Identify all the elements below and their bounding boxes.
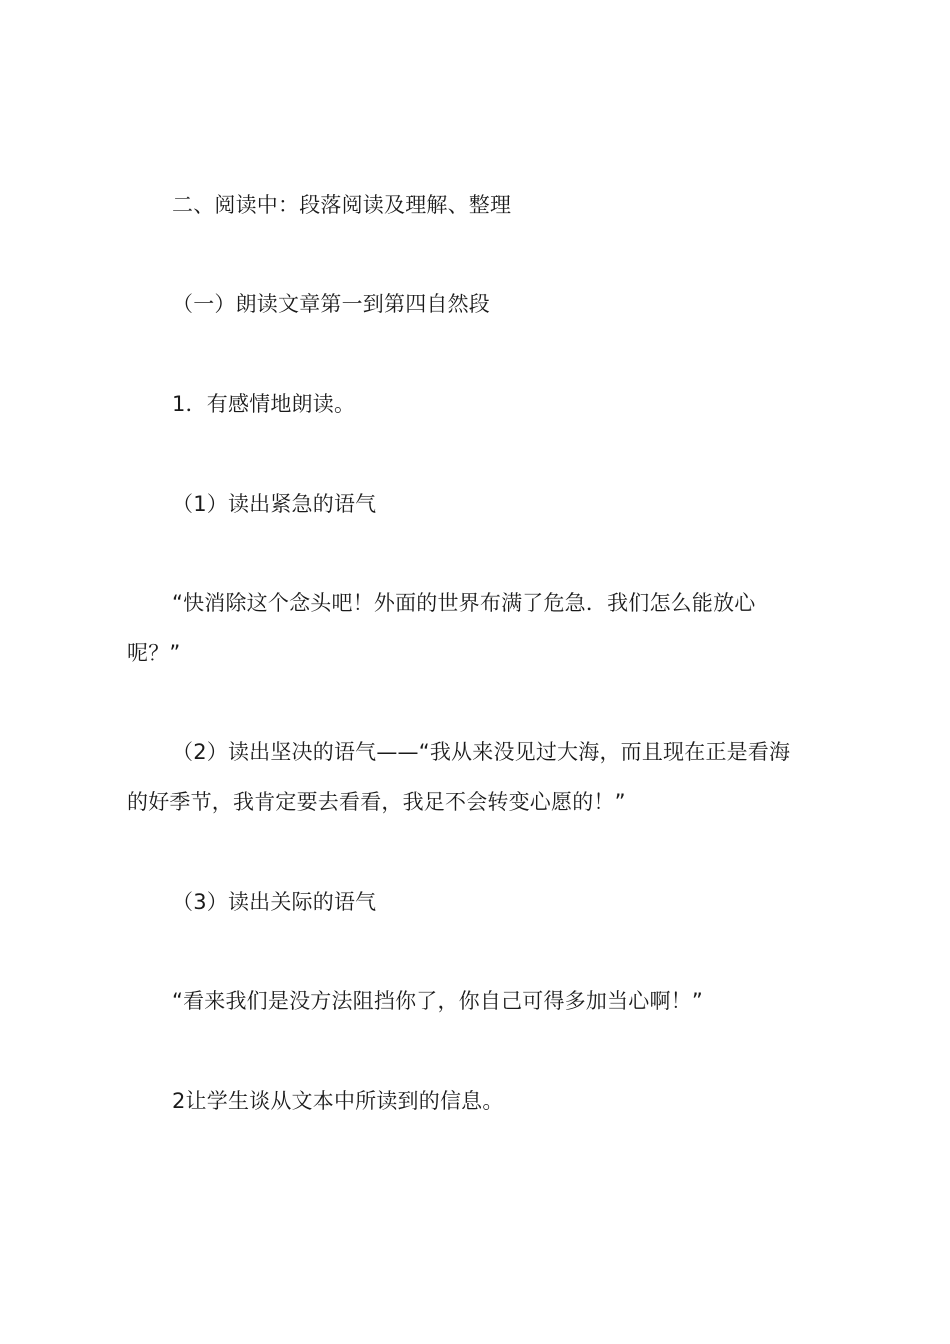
- list-item-1: 1．有感情地朗读。: [172, 392, 356, 416]
- sub-item-1: （1）读出紧急的语气: [172, 492, 377, 516]
- quote-1-line-1: “快消除这个念头吧！外面的世界布满了危急．我们怎么能放心: [172, 591, 756, 615]
- sub-item-3: （3）读出关际的语气: [172, 890, 377, 914]
- list-item-2: 2让学生谈从文本中所读到的信息。: [172, 1089, 504, 1113]
- quote-3: “看来我们是没方法阻挡你了，你自己可得多加当心啊！”: [172, 989, 703, 1013]
- subsection-heading: （一）朗读文章第一到第四自然段: [172, 292, 490, 316]
- quote-1-line-2: 呢？”: [127, 641, 181, 665]
- sub-item-2-line-1: （2）读出坚决的语气——“我从来没见过大海，而且现在正是看海: [172, 740, 791, 764]
- section-heading: 二、阅读中：段落阅读及理解、整理: [172, 193, 512, 217]
- sub-item-2-line-2: 的好季节，我肯定要去看看，我足不会转变心愿的！”: [127, 790, 626, 814]
